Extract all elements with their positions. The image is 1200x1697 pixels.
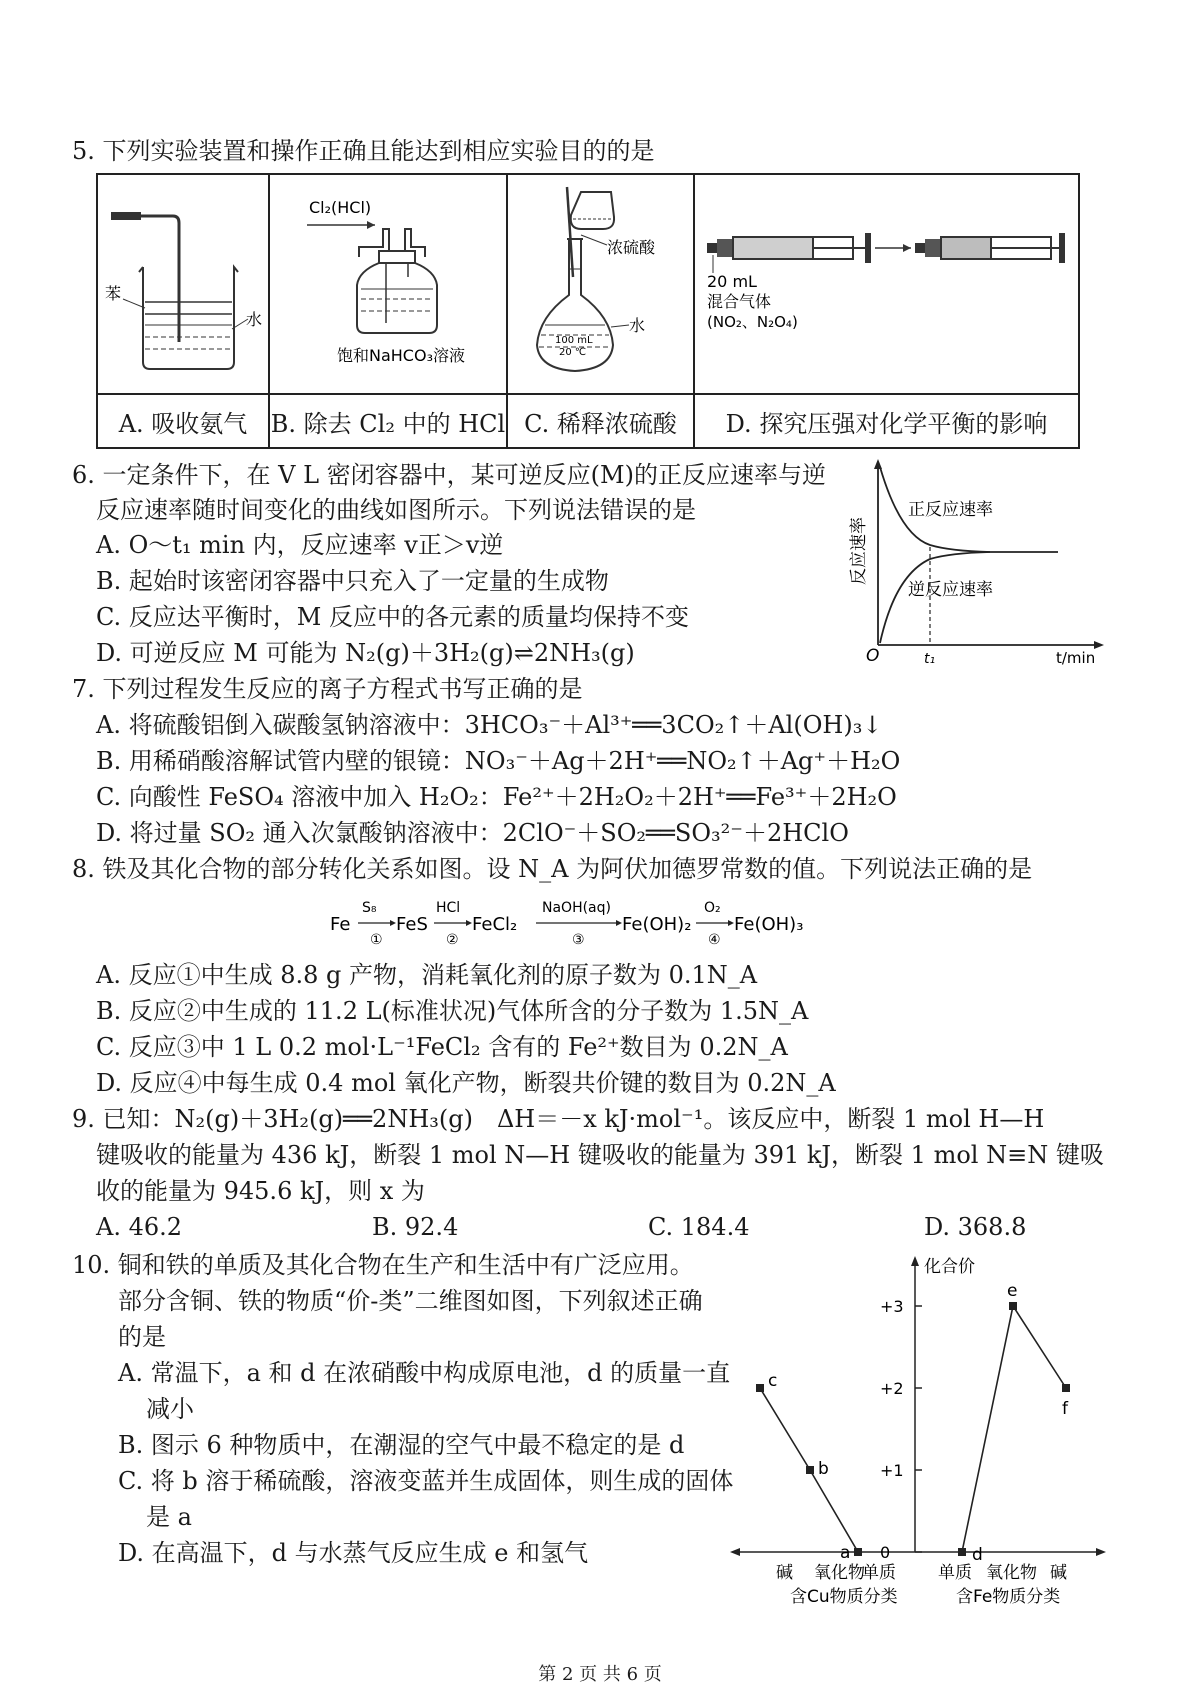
point-c: [756, 1384, 764, 1392]
point-label-a: a: [840, 1543, 851, 1563]
reagent-1: HCl: [436, 900, 461, 916]
reagent-2: NaOH(aq): [542, 900, 611, 916]
volume-label: 20 mL: [706, 272, 757, 291]
reagent-0: S₈: [362, 900, 377, 916]
q6-option-c: C. 反应达平衡时，M 反应中的各元素的质量均保持不变: [96, 603, 689, 631]
q10-option-a-line1: A. 常温下，a 和 d 在浓硝酸中构成原电池，d 的质量一直: [118, 1359, 731, 1387]
cu-cat-2: 单质: [862, 1563, 896, 1583]
gas-washing-bottle: [273, 177, 503, 387]
cu-axis-title: 含Cu物质分类: [790, 1587, 898, 1607]
q9-option-d: D. 368.8: [924, 1213, 1027, 1241]
species-2: FeCl₂: [472, 914, 518, 935]
cu-cat-1: 氧化物: [814, 1563, 865, 1583]
q5-figure-b: [269, 174, 507, 394]
q6-option-a: A. O～t₁ min 内，反应速率 v正＞v逆: [96, 531, 504, 559]
gas-label: Cl₂(HCl): [309, 198, 372, 217]
q9-line1: 9. 已知：N₂(g)＋3H₂(g)══2NH₃(g) ΔH＝－x kJ·mol⁻¹。该反应中，断裂 1 mol H—H: [72, 1105, 1045, 1133]
ytick-label: +2: [880, 1379, 904, 1398]
q10-valence-category-graph: [730, 1250, 1110, 1610]
q5-caption-c: C. 稀释浓硫酸: [507, 394, 694, 448]
ytick-label: +1: [880, 1461, 904, 1480]
q10-line1: 10. 铜和铁的单质及其化合物在生产和生活中有广泛应用。: [72, 1251, 694, 1279]
volumetric-flask-dilution: [511, 177, 691, 387]
q5-figure-d: [694, 174, 1079, 394]
q7-option-b: B. 用稀硝酸溶解试管内壁的银镜：NO₃⁻＋Ag＋2H⁺══NO₂↑＋Ag⁺＋H₂O: [96, 747, 901, 775]
solution-label: 饱和NaHCO₃溶液: [337, 346, 465, 365]
q10-option-c-line2: 是 a: [146, 1503, 192, 1531]
reverse-rate-label: 逆反应速率: [908, 580, 993, 600]
step-3: ④: [708, 932, 721, 948]
flask-temp-label: 20 ℃: [558, 347, 586, 358]
origin-label: O: [866, 646, 880, 666]
acid-label: 浓硫酸: [606, 238, 655, 257]
q8-option-a: A. 反应①中生成 8.8 g 产物，消耗氧化剂的原子数为 0.1N_A: [96, 961, 758, 989]
gases-label: (NO₂、N₂O₄): [706, 313, 798, 331]
point-label-e: e: [1007, 1281, 1018, 1301]
species-3: Fe(OH)₂: [622, 914, 692, 935]
water-label: 水: [246, 310, 263, 329]
forward-rate-label: 正反应速率: [908, 500, 993, 520]
t1-label: t₁: [924, 651, 936, 667]
q6-rate-graph: [840, 455, 1110, 670]
q6-option-b: B. 起始时该密闭容器中只充入了一定量的生成物: [96, 567, 609, 595]
syringe-pressure-apparatus: [697, 177, 1077, 387]
q10-option-a-line2: 减小: [146, 1395, 194, 1423]
q5-apparatus-table: [96, 173, 1080, 449]
q10-option-d: D. 在高温下，d 与水蒸气反应生成 e 和氢气: [118, 1539, 589, 1567]
q10-option-c-line1: C. 将 b 溶于稀硫酸，溶液变蓝并生成固体，则生成的固体: [118, 1467, 734, 1495]
point-label-f: f: [1062, 1399, 1068, 1419]
q8-option-c: C. 反应③中 1 L 0.2 mol·L⁻¹FeCl₂ 含有的 Fe²⁺数目为 0.2N_A: [96, 1033, 788, 1061]
point-label-c: c: [768, 1371, 778, 1391]
ammonia-absorption-apparatus: [103, 177, 263, 387]
benzene-label: 苯: [105, 284, 122, 303]
q8-option-b: B. 反应②中生成的 11.2 L(标准状况)气体所含的分子数为 1.5N_A: [96, 997, 809, 1025]
species-4: Fe(OH)₃: [734, 914, 804, 935]
q5-caption-d: D. 探究压强对化学平衡的影响: [694, 394, 1079, 448]
q10-line2: 部分含铜、铁的物质“价-类”二维图如图，下列叙述正确: [118, 1287, 703, 1315]
q10-option-b: B. 图示 6 种物质中，在潮湿的空气中最不稳定的是 d: [118, 1431, 685, 1459]
yaxis-label: 反应速率: [849, 517, 869, 585]
q6-stem-line2: 反应速率随时间变化的曲线如图所示。下列说法错误的是: [96, 496, 696, 524]
q8-conversion-chain: [320, 890, 880, 954]
q9-line2: 键吸收的能量为 436 kJ，断裂 1 mol N—H 键吸收的能量为 391 kJ，断裂 1 mol N≡N 键吸: [96, 1141, 1104, 1169]
point-a: [854, 1548, 862, 1556]
point-d: [958, 1548, 966, 1556]
flask-water-label: 水: [628, 316, 645, 335]
step-2: ③: [572, 932, 585, 948]
page-footer: 第 2 页 共 6 页: [538, 1664, 662, 1685]
point-e: [1009, 1302, 1017, 1310]
fe-cat-1: 氧化物: [986, 1563, 1037, 1583]
reagent-3: O₂: [704, 900, 721, 916]
q5-stem: 5. 下列实验装置和操作正确且能达到相应实验目的的是: [72, 137, 655, 165]
q5-caption-b: B. 除去 Cl₂ 中的 HCl: [269, 394, 507, 448]
q5-figure-c: [507, 174, 694, 394]
yaxis-title: 化合价: [924, 1257, 975, 1277]
point-label-d: d: [972, 1545, 983, 1565]
mixed-gas-label: 混合气体: [706, 292, 771, 311]
species-1: FeS: [396, 914, 428, 935]
q10-line3: 的是: [118, 1323, 166, 1351]
q9-option-c: C. 184.4: [648, 1213, 750, 1241]
point-f: [1062, 1384, 1070, 1392]
cu-cat-0: 碱: [776, 1563, 793, 1583]
q6-stem-line1: 6. 一定条件下，在 V L 密闭容器中，某可逆反应(M)的正反应速率与逆: [72, 461, 826, 489]
q9-option-a: A. 46.2: [96, 1213, 183, 1241]
q7-option-a: A. 将硫酸铝倒入碳酸氢钠溶液中：3HCO₃⁻＋Al³⁺══3CO₂↑＋Al(OH)₃↓: [96, 711, 883, 739]
step-0: ①: [370, 932, 383, 948]
ytick-label: +3: [880, 1297, 904, 1316]
q7-option-d: D. 将过量 SO₂ 通入次氯酸钠溶液中：2ClO⁻＋SO₂══SO₃²⁻＋2HClO: [96, 819, 849, 847]
ytick-label: 0: [880, 1543, 891, 1562]
q8-option-d: D. 反应④中每生成 0.4 mol 氧化产物，断裂共价键的数目为 0.2N_A: [96, 1069, 836, 1097]
point-b: [806, 1466, 814, 1474]
q7-stem: 7. 下列过程发生反应的离子方程式书写正确的是: [72, 675, 583, 703]
flask-volume-label: 100 mL: [554, 335, 593, 346]
q5-figure-a: [97, 174, 269, 394]
species-0: Fe: [330, 914, 351, 935]
q5-caption-a: A. 吸收氨气: [97, 394, 269, 448]
fe-cat-2: 碱: [1050, 1563, 1067, 1583]
q7-option-c: C. 向酸性 FeSO₄ 溶液中加入 H₂O₂：Fe²⁺＋2H₂O₂＋2H⁺══Fe³⁺＋2H₂O: [96, 783, 897, 811]
xaxis-label: t/min: [1056, 649, 1096, 667]
q9-line3: 收的能量为 945.6 kJ，则 x 为: [96, 1177, 425, 1205]
step-1: ②: [446, 932, 459, 948]
point-label-b: b: [818, 1459, 829, 1479]
q9-option-b: B. 92.4: [372, 1213, 459, 1241]
fe-series-line: [962, 1306, 1066, 1552]
fe-cat-0: 单质: [938, 1563, 972, 1583]
fe-axis-title: 含Fe物质分类: [956, 1587, 1061, 1607]
q6-option-d: D. 可逆反应 M 可能为 N₂(g)＋3H₂(g)⇌2NH₃(g): [96, 639, 635, 667]
q8-stem: 8. 铁及其化合物的部分转化关系如图。设 N_A 为阿伏加德罗常数的值。下列说法正确的是: [72, 855, 1033, 883]
